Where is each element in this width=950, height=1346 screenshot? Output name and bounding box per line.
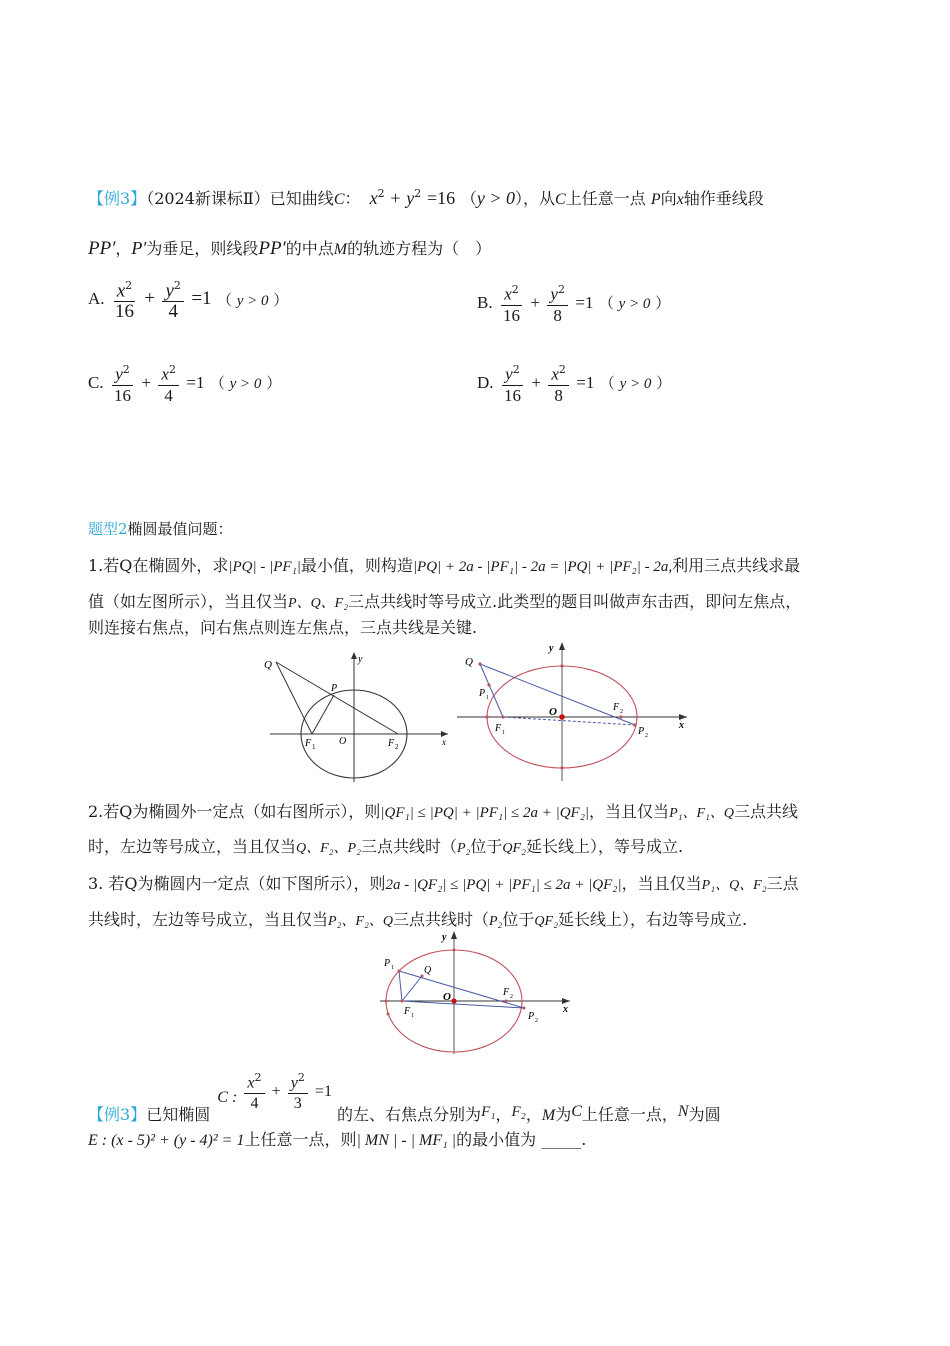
example3-line1: 【例3】（2024新课标Ⅱ）已知曲线C： $x^2 + y^2 =16$ （y > 0），从C上任意一点 P向x轴作垂线段 [88, 187, 764, 208]
source-tag: （2024新课标Ⅱ） [146, 189, 270, 208]
label-y: y [549, 643, 554, 654]
section-title: 椭圆最值问题： [127, 520, 233, 538]
label-O: O [549, 706, 557, 718]
label-O: O [443, 991, 451, 1003]
item1-line3: 则连接右焦点，问右焦点则连左焦点，三点共线是关键. [88, 618, 478, 637]
figure-inner-point-ellipse [378, 928, 576, 1056]
label-P2: P [638, 726, 645, 737]
svg-text:1: 1 [312, 743, 316, 751]
item1-line2: 值（如左图所示），当且仅当P、Q、F₂三点共线时等号成立.此类型的题目叫做声东击西，即问左焦点， [88, 592, 802, 611]
svg-text:1: 1 [411, 1013, 414, 1019]
svg-text:2: 2 [510, 994, 513, 1000]
label-y: y [442, 932, 447, 943]
label-Q: Q [264, 659, 272, 671]
point-O [451, 998, 456, 1003]
label-F2: F [388, 738, 395, 749]
answer-blank[interactable]: _____ [541, 1130, 582, 1149]
item2-line1: 2.若Q为椭圆外一定点（如右图所示），则|QF₁| ≤ |PQ| + |PF₁| ≤ 2a + |QF₂|，当且仅当P₁、F₁、Q三点共线 [88, 802, 799, 821]
label-P1: P [384, 958, 391, 969]
example3-line2: PP′，P′为垂足，则线段PP′的中点M的轨迹方程为（ ） [88, 238, 492, 259]
label-Q: Q [465, 656, 473, 668]
svg-text:2: 2 [535, 1018, 538, 1024]
label-P: P [331, 683, 338, 694]
label-y: y [358, 654, 363, 665]
label-P2: P [528, 1011, 535, 1022]
svg-text:1: 1 [502, 730, 505, 736]
segment-PF1 [312, 695, 334, 734]
label-P1: P [479, 688, 486, 699]
label-Q: Q [424, 965, 432, 976]
svg-text:2: 2 [620, 709, 623, 715]
figure-left-ellipse [262, 648, 452, 788]
option-b[interactable]: B. $\frac{x^2}{16}$ + $\frac{y^2}{8}$ =1 （ y > 0 ） [477, 280, 670, 326]
y-axis-arrow [351, 652, 357, 659]
label-F1: F [495, 723, 502, 734]
y-axis-arrow [559, 642, 565, 650]
option-a[interactable]: A. $\frac{x^2}{16}$ + $\frac{y^2}{4}$ =1 （ y > 0 ） [88, 276, 288, 322]
label-O: O [339, 736, 347, 747]
label-x: x [563, 1004, 568, 1015]
label-F2: F [503, 987, 510, 998]
label-x: x [442, 737, 446, 747]
item2-line2: 时，左边等号成立，当且仅当Q、F₂、P₂三点共线时（P₂位于QF₂延长线上），等号成立. [88, 837, 684, 856]
svg-text:1: 1 [391, 965, 394, 971]
curve-equation: $x^2 + y^2 =16$ [369, 187, 456, 208]
item3-line2: 共线时，左边等号成立，当且仅当P₂、F₂、Q三点共线时（P₂位于QF₂延长线上），右边等号成立. [88, 910, 748, 929]
label-F1: F [404, 1006, 411, 1017]
example3b-line2: E : (x - 5)² + (y - 4)² = 1上任意一点，则| MN | - | MF₁ |的最小值为 _____. [88, 1130, 587, 1149]
example3b-line1: 【例3】已知椭圆 C : $\frac{x^2}{4}$ + $\frac{y^2}{3}$ =1 的左、右焦点分别为F₁，F₂，M为C上任意一点，N为圆 [88, 1062, 721, 1112]
segment-P1F1 [399, 971, 402, 1001]
point-O [559, 714, 565, 720]
example-tag: 【例3】 [88, 189, 147, 208]
svg-text:2: 2 [395, 743, 399, 751]
section-label: 题型2 [88, 520, 128, 538]
item3-line1: 3. 若Q为椭圆内一定点（如下图所示），则2a - |QF₂| ≤ |PQ| + |PF₁| ≤ 2a + |QF₂|，当且仅当P₁、Q、F₂三点 [88, 874, 799, 893]
segment-F1Q [402, 976, 422, 1001]
option-c[interactable]: C. $\frac{y^2}{16}$ + $\frac{x^2}{4}$ =1 （ y > 0 ） [88, 360, 281, 406]
example-tag: 【例3】 [88, 1104, 147, 1124]
figure-right-ellipse [455, 638, 693, 783]
label-x: x [679, 720, 684, 731]
y-axis-arrow [451, 931, 457, 939]
section-heading [88, 518, 233, 539]
option-d[interactable]: D. $\frac{y^2}{16}$ + $\frac{x^2}{8}$ =1 （ y > 0 ） [477, 360, 671, 406]
label-F1: F [305, 738, 312, 749]
item1-line1: 1.若Q在椭圆外，求|PQ| - |PF₁|最小值，则构造|PQ| + 2a - |PF₁| - 2a = |PQ| + |PF₂| - 2a,利用三点共线求最 [88, 556, 801, 575]
svg-text:2: 2 [645, 733, 648, 739]
segment-F1P2-dashed [503, 717, 635, 725]
svg-text:1: 1 [486, 695, 489, 701]
label-F2: F [613, 702, 620, 713]
